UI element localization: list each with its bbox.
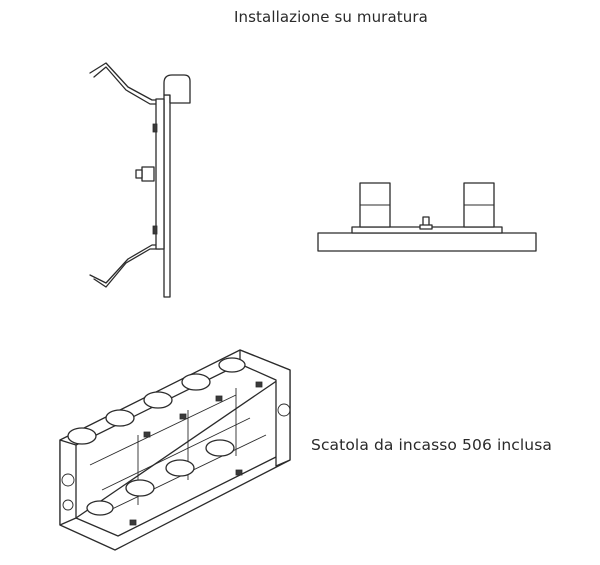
- adjust-screw: [142, 167, 154, 181]
- flush-box-caption: Scatola da incasso 506 inclusa: [311, 436, 552, 454]
- base-plate: [318, 233, 536, 251]
- side-view-drawing: [80, 55, 200, 305]
- upper-spring-clip: [90, 63, 162, 100]
- mounting-plate: [164, 95, 170, 297]
- flush-box-drawing: [40, 340, 310, 560]
- installation-title: Installazione su muratura: [234, 8, 428, 26]
- top-view-drawing: [312, 175, 542, 260]
